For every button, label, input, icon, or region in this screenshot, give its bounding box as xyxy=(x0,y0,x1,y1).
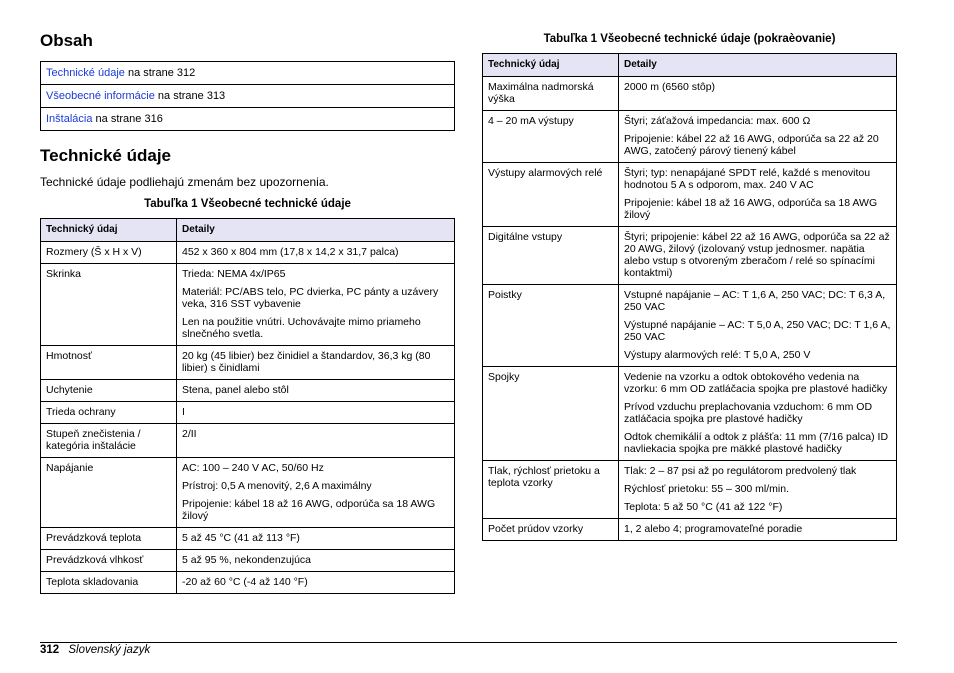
spec-details xyxy=(177,402,455,424)
technicke-udaje-heading: Technické údaje xyxy=(40,146,172,165)
spec-detail-line: Pripojenie: kábel 22 až 16 AWG, odporúča sa 22 až 20 AWG, zatočený párový tienený kábel xyxy=(624,133,879,157)
spec-name: Stupeň znečistenia / kategória inštalácie xyxy=(41,424,177,458)
table-row xyxy=(41,242,455,264)
spec-detail-line: Pripojenie: kábel 18 až 16 AWG, odporúča sa 18 AWG žilový xyxy=(182,498,436,522)
spec-detail-line: 5 až 95 %, nekondenzujúca xyxy=(182,554,312,566)
spec-details xyxy=(177,264,455,346)
spec-name: Výstupy alarmových relé xyxy=(483,163,619,227)
spec-name: Prevádzková vlhkosť xyxy=(41,550,177,572)
spec-name: Spojky xyxy=(483,367,619,461)
spec-details xyxy=(177,346,455,380)
table-row xyxy=(41,550,455,572)
spec-detail-line: 452 x 360 x 804 mm (17,8 x 14,2 x 31,7 palca) xyxy=(182,246,399,258)
spec-detail-line: Len na použitie vnútri. Uchovávajte mimo priameho slnečného svetla. xyxy=(182,316,421,340)
spec-detail-line: I xyxy=(182,406,185,418)
spec-name: Hmotnosť xyxy=(41,346,177,380)
spec-detail-line: Prístroj: 0,5 A menovitý, 2,6 A maximálny xyxy=(182,480,372,492)
spec-name: Rozmery (Š x H x V) xyxy=(41,242,177,264)
spec-name: Teplota skladovania xyxy=(41,572,177,594)
table2-caption: Tabuľka 1 Všeobecné technické údaje (pokraèovanie) xyxy=(543,33,836,45)
spec-details xyxy=(177,528,455,550)
table-row xyxy=(483,163,897,227)
footer-language: Slovenský jazyk xyxy=(68,644,151,656)
table-row xyxy=(483,111,897,163)
spec-detail-line: Výstupy alarmových relé: T 5,0 A, 250 V xyxy=(624,349,811,361)
spec-name: Skrinka xyxy=(41,264,177,346)
toc-row xyxy=(41,108,455,131)
spec-detail-line: Rýchlosť prietoku: 55 – 300 ml/min. xyxy=(624,483,790,495)
table-row xyxy=(483,227,897,285)
spec-detail-line: 20 kg (45 libier) bez činidiel a štandardov, 36,3 kg (80 libier) s činidlami xyxy=(182,350,431,374)
spec-table-1 xyxy=(40,218,455,594)
spec-detail-line: Stena, panel alebo stôl xyxy=(182,384,289,396)
spec-name: Digitálne vstupy xyxy=(483,227,619,285)
spec-detail-line: 5 až 45 °C (41 až 113 °F) xyxy=(182,532,300,544)
toc-page-ref: na strane 313 xyxy=(154,90,226,102)
table-row xyxy=(41,528,455,550)
table-row xyxy=(41,380,455,402)
spec-detail-line: Štyri; záťažová impedancia: max. 600 Ω xyxy=(624,115,811,127)
spec-details xyxy=(177,380,455,402)
spec-detail-line: Trieda: NEMA 4x/IP65 xyxy=(182,268,286,280)
spec-detail-line: AC: 100 – 240 V AC, 50/60 Hz xyxy=(182,462,324,474)
table-row xyxy=(41,346,455,380)
footer-rule xyxy=(40,642,897,643)
table-row xyxy=(483,519,897,541)
table-row xyxy=(41,424,455,458)
spec-detail-line: Materiál: PC/ABS telo, PC dvierka, PC pánty a uzávery veka, 316 SST vybavenie xyxy=(182,286,439,310)
table-row xyxy=(41,264,455,346)
page-footer xyxy=(40,643,150,657)
obsah-heading: Obsah xyxy=(40,31,93,50)
spec-details xyxy=(177,424,455,458)
table-row xyxy=(41,572,455,594)
spec-details xyxy=(619,285,897,367)
toc-link-instalacia[interactable]: Inštalácia xyxy=(46,113,93,125)
spec-name: Počet prúdov vzorky xyxy=(483,519,619,541)
spec-details xyxy=(177,242,455,264)
spec-detail-line: Prívod vzduchu preplachovania vzduchom: 6 mm OD zatláčacia spojka pre plastové hadičky xyxy=(624,401,873,425)
table-row xyxy=(483,461,897,519)
header-technicky-udaj: Technický údaj xyxy=(41,219,177,242)
table-row xyxy=(483,367,897,461)
toc-page-ref: na strane 316 xyxy=(92,113,163,125)
spec-details xyxy=(619,461,897,519)
header-detaily: Detaily xyxy=(177,219,455,242)
spec-detail-line: Teplota: 5 až 50 °C (41 až 122 °F) xyxy=(624,501,783,513)
table-row xyxy=(483,77,897,111)
header-technicky-udaj: Technický údaj xyxy=(483,54,619,77)
spec-detail-line: 1, 2 alebo 4; programovateľné poradie xyxy=(624,523,803,535)
table-row xyxy=(483,285,897,367)
spec-detail-line: Vstupné napájanie – AC: T 1,6 A, 250 VAC; DC: T 6,3 A, 250 VAC xyxy=(624,289,886,313)
spec-detail-line: 2000 m (6560 stôp) xyxy=(624,81,716,93)
spec-detail-line: -20 až 60 °C (-4 až 140 °F) xyxy=(182,576,308,588)
spec-details xyxy=(619,163,897,227)
spec-name: Tlak, rýchlosť prietoku a teplota vzorky xyxy=(483,461,619,519)
toc-link-vseobecne-informacie[interactable]: Všeobecné informácie xyxy=(46,90,155,102)
spec-name: Uchytenie xyxy=(41,380,177,402)
spec-detail-line: Výstupné napájanie – AC: T 5,0 A, 250 VAC; DC: T 1,6 A, 250 VAC xyxy=(624,319,891,343)
toc-row xyxy=(41,62,455,85)
spec-details xyxy=(177,458,455,528)
page-number: 312 xyxy=(40,644,60,656)
spec-name: Trieda ochrany xyxy=(41,402,177,424)
spec-details xyxy=(177,550,455,572)
spec-detail-line: Štyri; typ: nenapájané SPDT relé, každé s menovitou hodnotou 5 A s odporom, max. 240 V AC xyxy=(624,167,871,191)
table-row xyxy=(41,402,455,424)
spec-name: Poistky xyxy=(483,285,619,367)
table-row xyxy=(41,458,455,528)
header-detaily: Detaily xyxy=(619,54,897,77)
toc-row xyxy=(41,85,455,108)
spec-detail-line: Štyri; pripojenie: kábel 22 až 16 AWG, odporúča sa 22 až 20 AWG, žilový (izolovaný vstup jednosmer. napätia alebo vstup s otvoreným zberačom / relé so spínacími kontaktmi) xyxy=(624,231,890,279)
table1-caption: Tabuľka 1 Všeobecné technické údaje xyxy=(144,198,351,210)
spec-details xyxy=(619,227,897,285)
toc-link-technicke-udaje[interactable]: Technické údaje xyxy=(46,67,125,79)
spec-table-2 xyxy=(482,53,897,541)
spec-detail-line: Tlak: 2 – 87 psi až po regulátorom predvolený tlak xyxy=(624,465,857,477)
spec-details xyxy=(177,572,455,594)
toc-page-ref: na strane 312 xyxy=(124,67,196,79)
spec-name: Prevádzková teplota xyxy=(41,528,177,550)
toc-table xyxy=(40,61,455,131)
spec-details xyxy=(619,367,897,461)
spec-details xyxy=(619,111,897,163)
spec-detail-line: 2/II xyxy=(182,428,197,440)
spec-detail-line: Pripojenie: kábel 18 až 16 AWG, odporúča sa 18 AWG žilový xyxy=(624,197,878,221)
intro-text: Technické údaje podliehajú zmenám bez upozornenia. xyxy=(40,175,329,189)
spec-detail-line: Odtok chemikálií a odtok z plášťa: 11 mm (7/16 palca) ID navliekacia spojka pre mäkké plastové hadičky xyxy=(624,431,889,455)
spec-name: Maximálna nadmorská výška xyxy=(483,77,619,111)
spec-name: Napájanie xyxy=(41,458,177,528)
spec-detail-line: Vedenie na vzorku a odtok obtokového vedenia na vzorku: 6 mm OD zatláčacia spojka pre plastové hadičky xyxy=(624,371,888,395)
spec-details xyxy=(619,77,897,111)
spec-details xyxy=(619,519,897,541)
spec-name: 4 – 20 mA výstupy xyxy=(483,111,619,163)
